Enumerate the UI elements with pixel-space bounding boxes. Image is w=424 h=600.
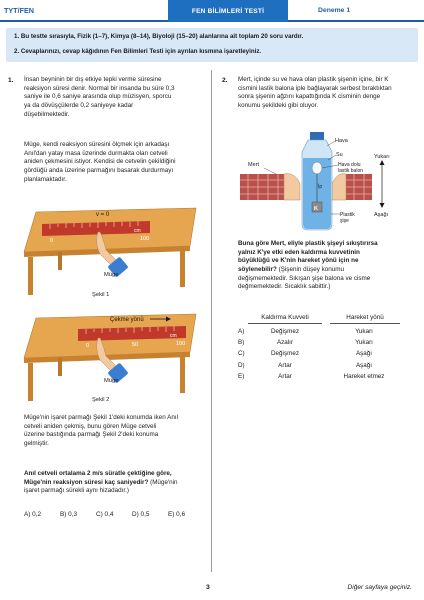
fig-string-label: İp xyxy=(318,184,323,190)
q1-option-c[interactable]: C) 0,4 xyxy=(96,511,114,518)
header-right xyxy=(288,0,424,22)
header-underline xyxy=(248,323,322,324)
option-letter: B) xyxy=(238,339,245,347)
q1-line: reaksiyon süresi denir. Normal bir insanda bu süre 0,3 xyxy=(24,84,175,92)
q1-line: Anıl'dan yatay masa üzerinde durmakta olan cetveli xyxy=(24,149,168,157)
fig-up-label: Yukarı xyxy=(374,154,390,160)
q2-table-header xyxy=(238,314,398,328)
right-arm-illustration xyxy=(332,174,372,200)
q2-option-b[interactable] xyxy=(238,339,398,350)
option-direction: Aşağı xyxy=(355,350,373,358)
fig-water-label: Su xyxy=(336,152,343,158)
option-letter: E) xyxy=(238,372,245,380)
fig1-tick-0: 0 xyxy=(50,238,54,244)
q2-line: cismini lastik balona iple bağlayarak serbest bıraktıktan xyxy=(238,84,392,92)
q2-question-note: değişmemektedir. Sıkışan şişe balona ve cisme xyxy=(238,274,371,282)
q1-question-note: (Müge'nin xyxy=(148,478,178,486)
q1-question-line: Anıl cetveli ortalama 2 m/s süratle çektiğine göre, xyxy=(24,470,172,477)
option-direction: Yukarı xyxy=(355,339,373,347)
fig1-unit-label: cm xyxy=(134,228,141,234)
fig-person-label: Mert xyxy=(248,162,259,168)
q2-line: konumu şekildeki gibi oluyor. xyxy=(238,102,319,110)
q1-question xyxy=(24,470,178,496)
q1-line: gördüğü anda üzerine parmağını basarak durdurmayı xyxy=(24,167,174,175)
question-2-number: 2. xyxy=(222,77,228,84)
up-down-arrow-icon xyxy=(380,160,385,208)
q2-question-line: yalnız K'ye etki eden kaldırma kuvvetinin xyxy=(238,248,360,256)
q1-paragraph-3 xyxy=(24,414,178,449)
fig1-tick-100: 100 xyxy=(140,236,150,242)
option-direction: Hareket etmez xyxy=(343,372,385,380)
q2-option-c[interactable] xyxy=(238,350,398,361)
q1-options xyxy=(24,511,200,520)
q1-line: cetveli aniden çekmiş, bunu gören Müge cetveli xyxy=(24,422,157,430)
q2-question xyxy=(238,240,378,292)
q2-table-col-force: Kaldırma Kuvveti xyxy=(261,314,309,321)
option-force: Değişmez xyxy=(271,350,299,358)
fig-balloon-label-2: lastik balon xyxy=(338,168,364,174)
option-force: Artar xyxy=(278,361,292,369)
fig2-person-label: Müge xyxy=(104,378,119,384)
q2-question-note: değmemektedir. Sıcaklık sabittir.) xyxy=(238,283,331,291)
next-page-note: Diğer sayfaya geçiniz. xyxy=(347,584,412,591)
figure-1 xyxy=(20,202,200,300)
fig-down-label: Aşağı xyxy=(374,212,389,218)
q1-paragraph-2 xyxy=(24,141,176,184)
q1-option-b[interactable]: B) 0,3 xyxy=(60,511,78,518)
q1-line: düşebilmektedir. xyxy=(24,110,70,118)
figure-bottle xyxy=(228,128,418,238)
q1-option-a[interactable]: A) 0,2 xyxy=(24,511,42,518)
figure-2 xyxy=(20,308,200,404)
question-1-number: 1. xyxy=(8,77,14,84)
header-center xyxy=(168,0,288,22)
q1-line: saniye ile 0,6 saniye arasında olup müzisyen, sporcu xyxy=(24,93,172,101)
option-letter: D) xyxy=(238,361,245,369)
exam-name: Deneme 1 xyxy=(318,7,351,14)
fig1-speed-label: v = 0 xyxy=(96,212,110,218)
fig1-person-label: Müge xyxy=(104,272,119,278)
fig2-tick-50: 50 xyxy=(132,342,139,348)
q1-option-e[interactable]: E) 0,6 xyxy=(168,511,186,518)
q2-question-line: Buna göre Mert, eliyle plastik şişeyi sıkıştırırsa xyxy=(238,240,378,247)
q2-table-col-direction: Hareket yönü xyxy=(346,314,384,321)
q1-question-note: işaret parmağı sürekli aynı hizadadır.) xyxy=(24,487,129,495)
fig2-tick-0: 0 xyxy=(86,343,90,349)
q1-line: İnsan beyninin bir dış etkiye tepki verme süresine xyxy=(24,76,162,83)
fig2-unit-label: cm xyxy=(170,333,177,339)
fig-bottle-label-2: şişe xyxy=(340,218,349,224)
q2-option-d[interactable] xyxy=(238,362,398,373)
exam-code: TYT/FEN xyxy=(4,6,34,15)
q1-line: planlamaktadır. xyxy=(24,175,67,183)
left-arm-illustration xyxy=(240,174,300,200)
fig2-tick-100: 100 xyxy=(176,341,186,347)
option-force: Değişmez xyxy=(271,328,299,335)
figure-2-caption: Şekil 2 xyxy=(92,397,110,403)
q2-paragraph-1 xyxy=(238,76,392,111)
fig-air-label: Hava xyxy=(335,138,348,144)
fig-bottle-label-1: Plastik xyxy=(340,212,355,218)
instruction-box xyxy=(6,28,418,62)
q2-option-a[interactable] xyxy=(238,328,398,339)
q1-line: Müge, kendi reaksiyon süresini ölçmek için arkadaşı xyxy=(24,141,170,148)
page-number: 3 xyxy=(206,584,210,591)
q1-line: ya da dövüşçülerde 0,2 saniyeye kadar xyxy=(24,102,134,110)
q2-answer-table xyxy=(238,314,398,384)
figure-1-caption: Şekil 1 xyxy=(92,292,110,298)
q2-option-e[interactable] xyxy=(238,373,398,384)
q2-line: sonra şişenin ağzını kapattığında K cisminin denge xyxy=(238,93,381,101)
header-left xyxy=(0,0,168,22)
fig-object-label: K xyxy=(314,206,318,212)
page-header xyxy=(0,0,424,22)
column-divider xyxy=(211,70,212,572)
q1-line: aniden çekmesini istiyor. Kendisi de cetvelin çekildiğini xyxy=(24,158,176,166)
header-underline xyxy=(330,323,400,324)
table-1-illustration xyxy=(24,208,196,295)
q2-question-line: büyüklüğü ve K'nin hareket yönü için ne xyxy=(238,257,359,265)
q1-option-d[interactable]: D) 0,5 xyxy=(132,511,150,518)
q1-line: gelmiştir. xyxy=(24,440,49,448)
q2-question-line: söylenebilir? xyxy=(238,266,277,274)
q1-line: üzerine bastığında parmağı Şekil 2'deki konuma xyxy=(24,431,159,439)
option-force: Azalır xyxy=(276,339,294,347)
q1-line: Müge'nin işaret parmağı Şekil 1'deki konumda iken Anıl xyxy=(24,414,178,421)
q1-question-line: Müge'nin reaksiyon süresi kaç saniyedir? xyxy=(24,478,149,486)
fig-balloon-label-1: Hava dolu xyxy=(338,162,361,168)
instruction-2: 2. Cevaplarınızı, cevap kâğıdının Fen Bilimleri Testi için ayrılan kısmına işaretleyiniz. xyxy=(14,48,262,55)
bottle-illustration xyxy=(302,132,332,230)
q1-paragraph-1 xyxy=(24,76,175,119)
instruction-1: 1. Bu testte sırasıyla, Fizik (1–7), Kimya (8–14), Biyoloji (15–20) alanlarına ait toplam 20 soru vardır. xyxy=(14,33,304,40)
q2-line: Mert, içinde su ve hava olan plastik şişenin içine, bir K xyxy=(238,76,389,83)
option-direction: Yukarı xyxy=(355,328,373,335)
q2-question-note: (Şişenin düşey konumu xyxy=(276,266,345,274)
fig2-direction-label: Çekme yönü xyxy=(110,317,144,323)
option-direction: Aşağı xyxy=(355,361,373,369)
test-title: FEN BİLİMLERİ TESTİ xyxy=(191,8,265,15)
option-letter: C) xyxy=(238,350,245,358)
option-letter: A) xyxy=(238,328,245,335)
option-force: Artar xyxy=(278,372,292,380)
